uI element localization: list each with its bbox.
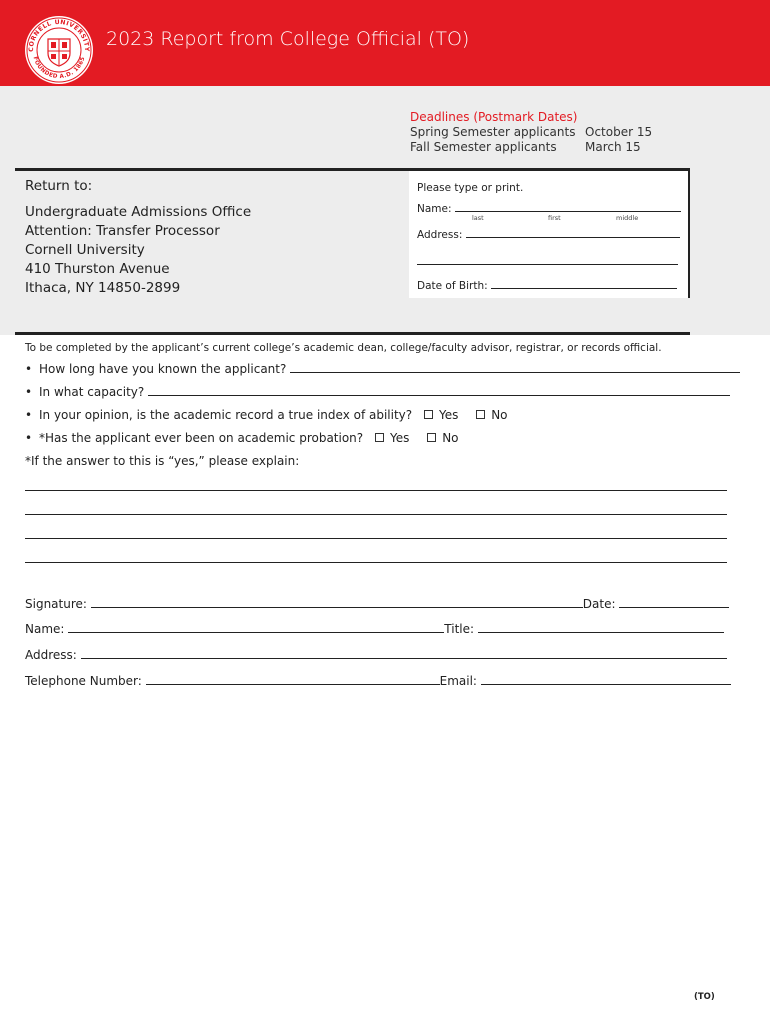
form-code: (TO) (694, 992, 715, 1002)
checkbox-yes[interactable] (424, 410, 433, 419)
applicant-address-line-2[interactable] (417, 264, 678, 265)
explanation-line[interactable] (25, 490, 727, 491)
question-text: In your opinion, is the academic record a true index of ability? (39, 408, 413, 422)
option-no-label: No (442, 431, 459, 445)
telephone-field[interactable] (146, 674, 440, 685)
divider (15, 332, 690, 335)
explanation-line[interactable] (25, 514, 727, 515)
telephone-label: Telephone Number: (25, 674, 142, 688)
email-field[interactable] (481, 674, 731, 685)
return-address-line: Cornell University (25, 242, 145, 258)
applicant-name-field[interactable] (417, 201, 681, 215)
title-label: Title: (444, 622, 475, 636)
question-text: *Has the applicant ever been on academic probation? (39, 431, 364, 445)
question-text: In what capacity? (39, 385, 145, 399)
deadline-spring-label: Spring Semester applicants (410, 125, 576, 139)
option-yes-label: Yes (390, 431, 410, 445)
signature-row (25, 597, 729, 611)
type-or-print-instruction: Please type or print. (417, 182, 524, 194)
explanation-line[interactable] (25, 562, 727, 563)
cornell-seal-logo (24, 15, 94, 85)
deadline-fall-date: March 15 (585, 140, 641, 154)
return-address-line: Ithaca, NY 14850-2899 (25, 280, 181, 296)
question-capacity[interactable]: • In what capacity? (25, 385, 730, 399)
return-address-line: Attention: Transfer Processor (25, 223, 220, 239)
applicant-address-field[interactable] (417, 227, 680, 241)
explanation-line[interactable] (25, 538, 727, 539)
name-sub-middle: middle (616, 214, 639, 222)
question-record-index: • In your opinion, is the academic record a true index of ability? Yes No (25, 408, 508, 422)
address-field[interactable] (81, 648, 727, 659)
email-label: Email: (439, 674, 477, 688)
checkbox-yes[interactable] (375, 433, 384, 442)
svg-text:FOUNDED A.D. 1865: FOUNDED A.D. 1865 (31, 56, 87, 81)
dob-label: Date of Birth: (417, 280, 488, 292)
deadlines-title: Deadlines (Postmark Dates) (410, 110, 578, 124)
name-field[interactable] (68, 622, 444, 633)
address-label: Address: (25, 648, 77, 662)
divider (688, 171, 690, 298)
name-title-row (25, 622, 724, 636)
name-label: Name: (417, 203, 452, 215)
signature-label: Signature: (25, 597, 87, 611)
return-to-label: Return to: (25, 178, 93, 194)
date-field[interactable] (619, 597, 729, 608)
question-text: How long have you known the applicant? (39, 362, 287, 376)
checkbox-no[interactable] (427, 433, 436, 442)
deadline-fall-label: Fall Semester applicants (410, 140, 557, 154)
option-no-label: No (491, 408, 508, 422)
address-row (25, 648, 727, 662)
address-label: Address: (417, 229, 463, 241)
question-probation: • *Has the applicant ever been on academic probation? Yes No (25, 431, 459, 445)
form-title: 2023 Report from College Official (TO) (106, 28, 470, 50)
return-address-line: 410 Thurston Avenue (25, 261, 170, 277)
applicant-dob-field[interactable] (417, 278, 677, 292)
return-address-line: Undergraduate Admissions Office (25, 204, 252, 220)
name-label: Name: (25, 622, 65, 636)
explain-prompt: *If the answer to this is “yes,” please explain: (25, 454, 300, 468)
title-field[interactable] (478, 622, 724, 633)
option-yes-label: Yes (438, 408, 459, 422)
signature-field[interactable] (91, 597, 583, 608)
name-sub-first: first (548, 214, 561, 222)
form-instructions: To be completed by the applicant’s current college’s academic dean, college/faculty advisor, registrar, or records official. (25, 342, 662, 354)
date-label: Date: (582, 597, 616, 611)
phone-email-row (25, 674, 731, 688)
checkbox-no[interactable] (476, 410, 485, 419)
name-sub-last: last (472, 214, 484, 222)
deadline-spring-date: October 15 (585, 125, 653, 139)
svg-text:CORNELL UNIVERSITY: CORNELL UNIVERSITY (27, 18, 91, 52)
question-how-long[interactable]: • How long have you known the applicant? (25, 362, 740, 376)
